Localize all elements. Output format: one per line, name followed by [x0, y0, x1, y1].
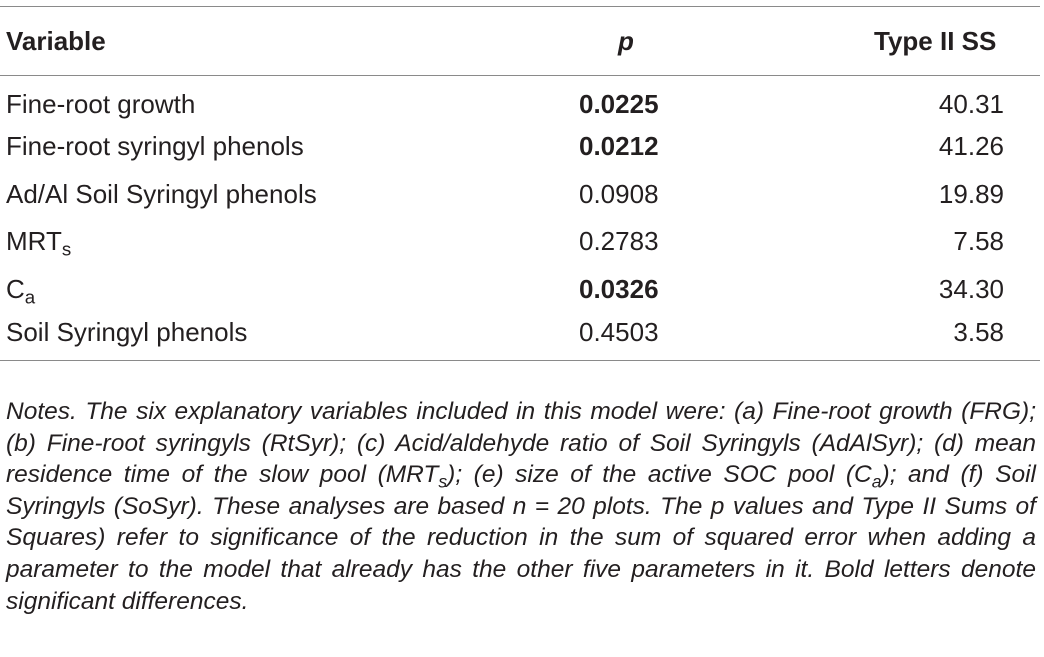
- cell-p-value: 0.0908: [579, 178, 659, 209]
- cell-type-ii-ss: 41.26: [938, 131, 1004, 162]
- results-table: [0, 6, 1040, 361]
- cell-p-value: 0.2783: [579, 226, 659, 257]
- cell-p-value: 0.4503: [579, 317, 659, 347]
- table-body: [0, 76, 1040, 361]
- header-type-ii-ss: Type II SS: [874, 25, 997, 56]
- cell-variable: [0, 76, 496, 124]
- cell-p-value: 0.0326: [579, 273, 659, 304]
- table-row: [0, 218, 1040, 266]
- table-notes: [6, 396, 1036, 617]
- table-row: [0, 123, 1040, 171]
- table-row: [0, 313, 1040, 361]
- header-variable: Variable: [6, 25, 106, 56]
- cell-variable: [0, 313, 496, 361]
- variable-name: C: [6, 273, 25, 304]
- cell-variable: [0, 171, 496, 219]
- cell-type-ii-ss: 34.30: [938, 273, 1004, 304]
- cell-type-ii-ss: 19.89: [938, 178, 1004, 209]
- cell-p-value: 0.0225: [579, 89, 659, 119]
- table-row: [0, 76, 1040, 124]
- notes-text-1: Notes. The six explanatory variables included in this model were: (a) Fine-root growth (FRG); (b) Fine-root syringyls (RtSyr); (c) Acid/aldehyde ratio of Soil Syringyls (AdAlSyr); (d) mean residence time of the slow pool (MRT: [6, 398, 1036, 489]
- notes-text-3: ); and (f) Soil Syringyls (SoSyr). These analyses are based n = 20 plots. The p values and Type II Sums of Squares) refer to significance of the reduction in the sum of squared error when adding a parameter to the model that already has the other five parameters in it. Bold letters denote significant differences.: [6, 461, 1036, 615]
- cell-p-value: 0.0212: [579, 131, 659, 162]
- cell-variable: [0, 218, 496, 266]
- notes-text-2: ); (e) size of the active SOC pool (C: [447, 461, 872, 489]
- cell-type-ii-ss: 40.31: [938, 89, 1004, 119]
- variable-subscript: s: [61, 238, 72, 260]
- variable-name: Fine-root growth: [6, 89, 196, 119]
- header-p: p: [618, 25, 634, 56]
- cell-type-ii-ss: 3.58: [953, 317, 1004, 347]
- cell-type-ii-ss: 7.58: [953, 226, 1004, 257]
- cell-variable: [0, 266, 496, 314]
- notes-paragraph: [6, 396, 1036, 617]
- cell-variable: [0, 123, 496, 171]
- table-header-row: [0, 7, 1040, 76]
- variable-name: Fine-root syringyl phenols: [6, 131, 304, 162]
- table-row: [0, 266, 1040, 314]
- variable-name: MRT: [6, 226, 62, 257]
- variable-subscript: a: [24, 286, 36, 308]
- notes-subscript-2: a: [871, 471, 882, 492]
- variable-name: Soil Syringyl phenols: [6, 317, 248, 347]
- table-row: [0, 171, 1040, 219]
- notes-subscript-1: s: [438, 471, 448, 492]
- variable-name: Ad/Al Soil Syringyl phenols: [6, 178, 317, 209]
